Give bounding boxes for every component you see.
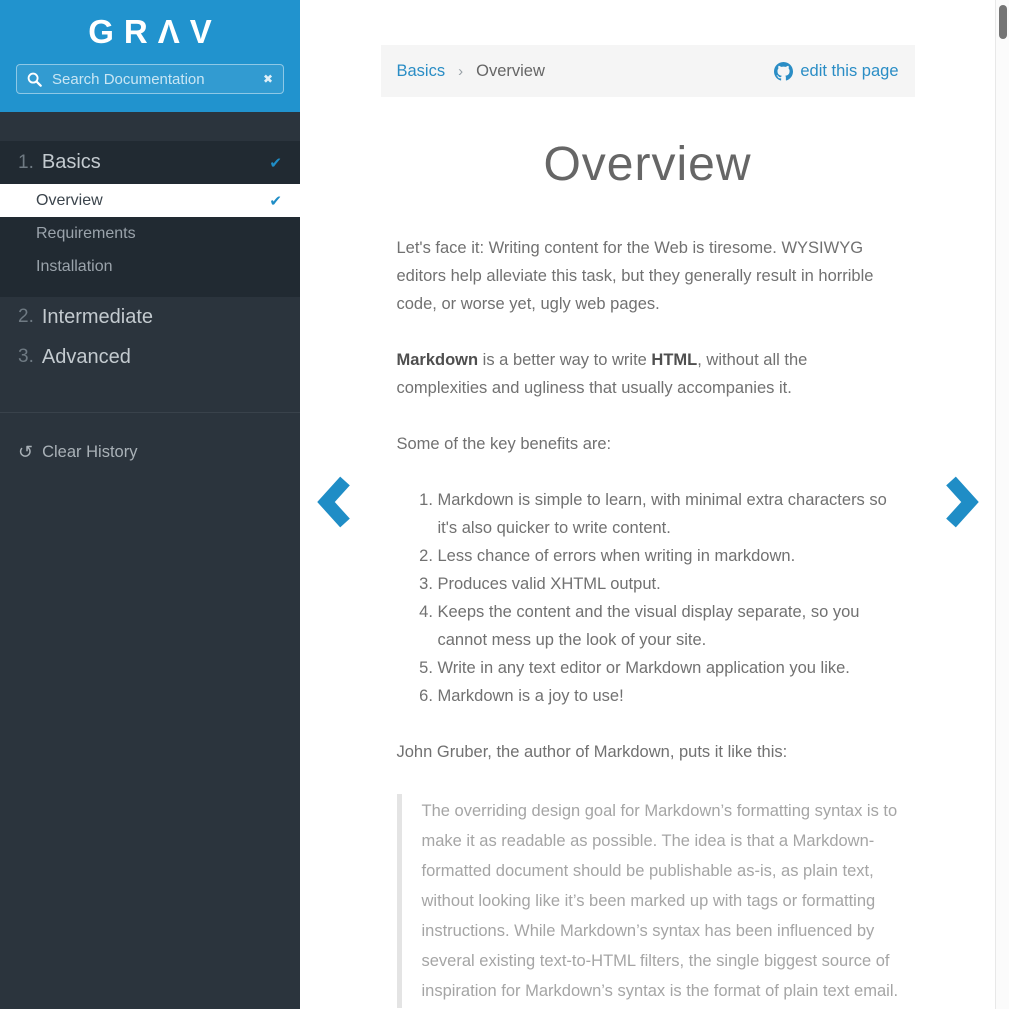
page-label: Installation [36, 257, 113, 275]
edit-this-page-link[interactable] [774, 62, 898, 81]
paragraph-markdown [397, 346, 899, 402]
clear-search-icon[interactable]: ✖ [262, 72, 273, 86]
page-label: Overview [36, 191, 103, 209]
sidebar-nav [0, 112, 300, 467]
scrollbar-thumb[interactable] [999, 5, 1007, 39]
chapter-label: Advanced [41, 345, 131, 368]
sidebar-item-advanced[interactable] [0, 337, 300, 377]
sidebar-item-requirements[interactable] [0, 217, 300, 250]
search-box[interactable] [16, 64, 284, 94]
chapter-number: 2. [18, 306, 34, 327]
sidebar-header [0, 0, 300, 112]
chevron-right-icon: › [458, 62, 464, 80]
sidebar [0, 0, 300, 1009]
bold-markdown: Markdown [396, 351, 479, 369]
sidebar-item-installation[interactable] [0, 250, 300, 283]
history-icon: ↺ [18, 442, 34, 462]
chapter-basics-block [0, 141, 300, 297]
paragraph-gruber: John Gruber, the author of Markdown, puts it like this: [396, 743, 788, 761]
article-body [397, 234, 899, 1008]
gruber-quote: The overriding design goal for Markdown’s formatting syntax is to make it as readable as possible. The idea is that a Markdown-formatted document should be publishable as-is, as plain text, without looking like it’s been marked up with tags or formatting instructions. While Markdown’s syntax has been influenced by several existing text-to-HTML filters, the single biggest source of inspiration for Markdown’s syntax is the format of plain text email. [397, 794, 899, 1008]
paragraph-text: is a better way to write [478, 351, 652, 369]
paragraph-text: , without all the complexities and ugliness that usually accompanies it. [396, 351, 808, 397]
list-item: 3. Produces valid XHTML output. [438, 570, 899, 598]
paragraph-intro: Let's face it: Writing content for the Web is tiresome. WYSIWYG editors help alleviate this task, but they generally result in horrible code, or worse yet, ugly web pages. [396, 239, 874, 313]
next-page-button[interactable] [943, 476, 981, 528]
breadcrumb [381, 45, 915, 97]
github-icon [774, 62, 793, 81]
main-content [300, 0, 995, 1009]
check-icon: ✔ [269, 154, 282, 172]
chapter-number: 3. [18, 346, 34, 367]
bold-html: HTML [651, 351, 698, 369]
grav-logo[interactable]: GRΛV [88, 13, 222, 50]
chapter-label: Basics [41, 151, 101, 173]
sidebar-item-basics[interactable] [0, 141, 300, 184]
scrollbar-track[interactable] [995, 0, 1009, 1009]
list-item: 2. Less chance of errors when writing in markdown. [438, 542, 899, 570]
nav-spacer [0, 112, 300, 141]
list-item: 6. Markdown is a joy to use! [438, 682, 899, 710]
list-item: 4. Keeps the content and the visual display separate, so you cannot mess up the look of your site. [438, 598, 899, 654]
breadcrumb-current: Overview [476, 61, 545, 80]
search-input[interactable] [50, 70, 255, 89]
sidebar-item-intermediate[interactable] [0, 297, 300, 337]
prev-page-button[interactable] [315, 476, 353, 528]
breadcrumb-link-basics[interactable]: Basics [396, 61, 446, 80]
chapter-number: 1. [18, 151, 34, 173]
list-item: 1. Markdown is simple to learn, with minimal extra characters so it's also quicker to write content. [438, 486, 899, 542]
benefits-list [397, 486, 899, 710]
search-icon [27, 72, 42, 87]
sidebar-divider [0, 412, 300, 413]
page-label: Requirements [36, 224, 136, 242]
clear-history-label: Clear History [42, 442, 138, 461]
edit-link-label: edit this page [800, 61, 899, 80]
list-item: 5. Write in any text editor or Markdown application you like. [438, 654, 899, 682]
sidebar-item-overview[interactable] [0, 184, 300, 217]
check-icon: ✔ [269, 192, 282, 210]
paragraph-benefits-lead: Some of the key benefits are: [396, 435, 612, 453]
clear-history-button[interactable] [0, 437, 300, 467]
page-title: Overview [543, 138, 752, 191]
chapter-label: Intermediate [41, 305, 154, 328]
